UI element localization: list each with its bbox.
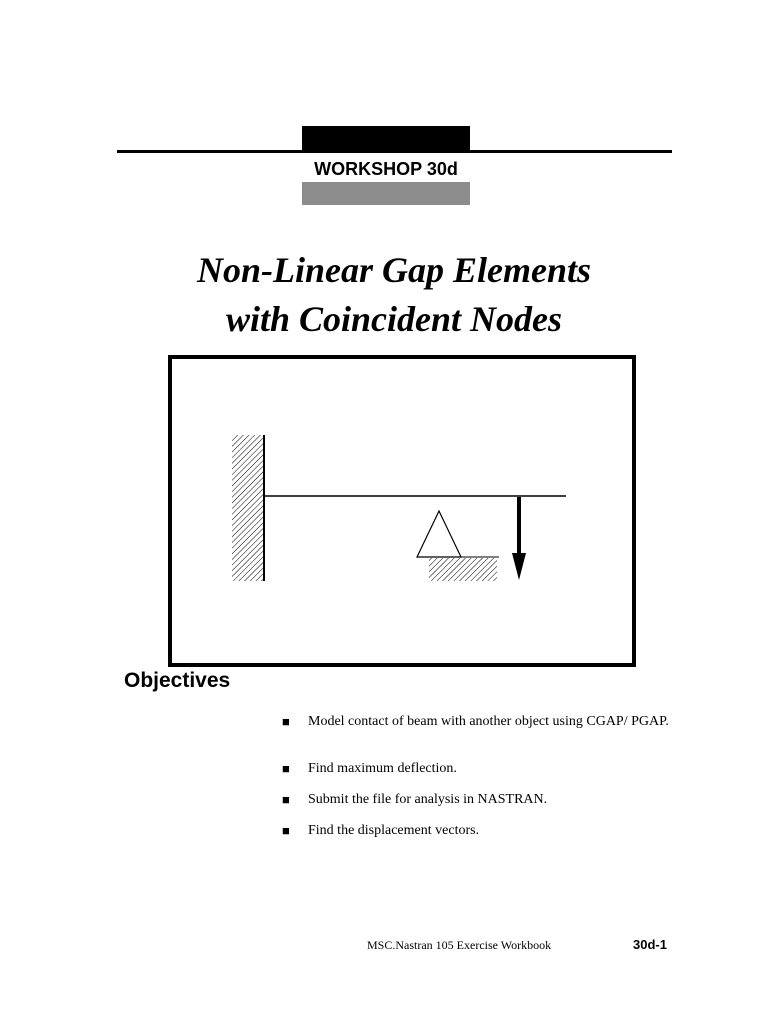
- header-gray-bar: [302, 182, 470, 205]
- page-title-line-2: with Coincident Nodes: [225, 299, 563, 339]
- page-title-line-1: Non-Linear Gap Elements: [196, 250, 591, 290]
- objective-text: Find the displacement vectors.: [308, 823, 480, 838]
- pin-support-triangle: [417, 511, 461, 557]
- footer-workbook-title: MSC.Nastran 105 Exercise Workbook: [367, 938, 552, 952]
- ground-hatch: [429, 558, 497, 581]
- bullet-square-icon: ■: [282, 792, 290, 807]
- workshop-label: WORKSHOP 30d: [314, 159, 458, 179]
- objective-text: Find maximum deflection.: [308, 761, 457, 776]
- bullet-square-icon: ■: [282, 823, 290, 838]
- objective-text: Submit the file for analysis in NASTRAN.: [308, 792, 548, 807]
- objectives-heading: Objectives: [124, 669, 231, 692]
- footer-page-number: 30d-1: [633, 937, 667, 952]
- header-black-tab: [302, 126, 470, 152]
- load-arrow-head: [512, 553, 526, 580]
- objective-item: [282, 714, 682, 730]
- objective-text: Model contact of beam with another object using CGAP/ PGAP.: [308, 714, 669, 729]
- objective-item: [282, 761, 682, 777]
- bullet-square-icon: ■: [282, 714, 290, 729]
- header-rule: [117, 150, 672, 153]
- fixed-wall-hatch: [232, 435, 264, 581]
- objective-item: [282, 823, 682, 839]
- bullet-square-icon: ■: [282, 761, 290, 776]
- beam-diagram-figure: [168, 355, 636, 667]
- objective-item: [282, 792, 682, 808]
- beam-diagram: [172, 359, 632, 663]
